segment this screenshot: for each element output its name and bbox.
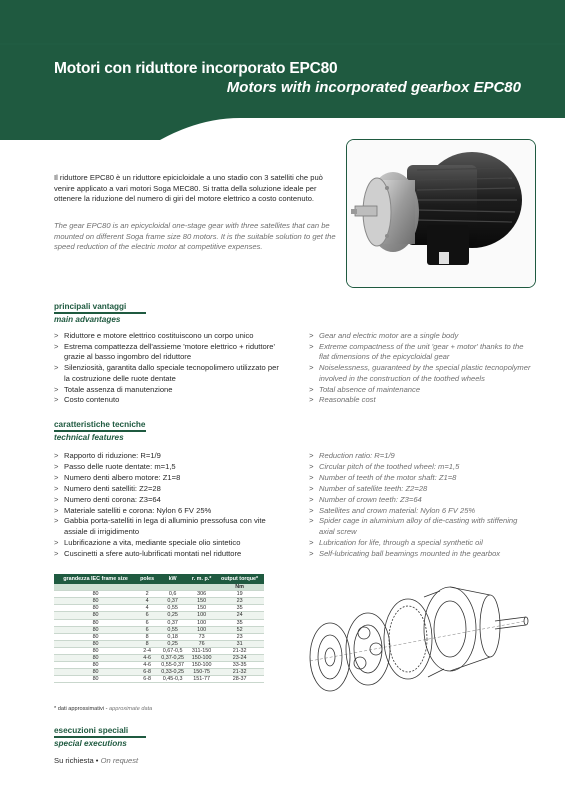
table-cell: 2 (137, 591, 157, 598)
table-cell: 4-6 (137, 655, 157, 662)
table-cell: 0,37-0,25 (157, 655, 188, 662)
table-cell: 151-77 (188, 676, 215, 683)
table-note-it: * dati approssimativi - (54, 706, 108, 712)
table-cell: 35 (215, 619, 264, 626)
table-cell: 150-75 (188, 669, 215, 676)
table-cell: 52 (215, 626, 264, 633)
table-cell: 33-35 (215, 662, 264, 669)
list-item: > Spider cage in aluminium alloy of die-casting with stiffening axial screw (309, 516, 535, 537)
table-cell: 80 (54, 605, 137, 612)
table-cell: 0,37 (157, 619, 188, 626)
table-cell: 23 (215, 598, 264, 605)
section-rule (54, 736, 146, 738)
table-cell: 2-4 (137, 647, 157, 654)
table-cell: 8 (137, 633, 157, 640)
motor-photo-icon (347, 140, 535, 287)
table-cell: 80 (54, 591, 137, 598)
list-item: > Circular pitch of the toothed wheel: m=1,5 (309, 462, 535, 472)
header-banner (0, 0, 565, 140)
table-cell: 80 (54, 633, 137, 640)
table-row (54, 598, 264, 605)
section-title-en: special executions (54, 739, 127, 748)
table-cell: 0,55-0,37 (157, 662, 188, 669)
table-cell: 311-150 (188, 647, 215, 654)
section-technical-features (54, 420, 146, 442)
table-cell: 80 (54, 669, 137, 676)
table-cell: 0,67-0,5 (157, 647, 188, 654)
table-row (54, 647, 264, 654)
section-title-it: principali vantaggi (54, 302, 127, 311)
list-item: > Gabbia porta-satelliti in lega di alluminio pressofusa con vite assiale di irrigidimento (54, 516, 284, 537)
list-item: > Noiselessness, guaranteed by the special plastic tecnopolymer involved in the construction of the toothed wheels (309, 363, 535, 384)
table-header: r. m. p.* (188, 574, 215, 584)
table-cell: 80 (54, 647, 137, 654)
page-title-en: Motors with incorporated gearbox EPC80 (226, 79, 521, 96)
list-item: > Satellites and crown material: Nylon 6 FV 25% (309, 506, 535, 516)
list-item: > Estrema compattezza dell'assieme 'motore elettrico + riduttore' grazie al basso ingombro del riduttore (54, 342, 284, 363)
table-cell: 4 (137, 598, 157, 605)
table-row (54, 640, 264, 647)
table-header: poles (137, 574, 157, 584)
list-item: > Number of crown teeth: Z3=64 (309, 495, 535, 505)
table-cell: 6-8 (137, 669, 157, 676)
table-row (54, 619, 264, 626)
table-cell: 4-6 (137, 662, 157, 669)
table-cell: 6 (137, 619, 157, 626)
table-cell: Nm (215, 584, 264, 591)
section-special-executions (54, 726, 146, 748)
table-cell: 28-37 (215, 676, 264, 683)
table-header: output torque* (215, 574, 264, 584)
list-item: > Materiale satelliti e corona: Nylon 6 FV 25% (54, 506, 284, 516)
table-cell: 80 (54, 662, 137, 669)
table-unit-row (54, 584, 264, 591)
table-header: grandezza IEC frame size (54, 574, 137, 584)
page-title-it: Motori con riduttore incorporato EPC80 (54, 60, 338, 77)
features-list-en (309, 451, 535, 560)
table-body (54, 584, 264, 683)
table-row (54, 591, 264, 598)
list-item: > Lubrificazione a vita, mediante speciale olio sintetico (54, 538, 284, 548)
list-item: > Extreme compactness of the unit 'gear + motor' thanks to the flat dimensions of the epicycloidal gear (309, 342, 535, 363)
table-cell: 150 (188, 605, 215, 612)
list-item: > Numero denti satelliti: Z2=28 (54, 484, 284, 494)
table-cell: 6 (137, 626, 157, 633)
list-item: > Rapporto di riduzione: R=1/9 (54, 451, 284, 461)
table-cell: 100 (188, 619, 215, 626)
table-cell: 0,55 (157, 605, 188, 612)
list-item: > Totale assenza di manutenzione (54, 385, 284, 395)
special-executions-text: Su richiesta • On request (54, 756, 139, 765)
section-title-en: technical features (54, 433, 124, 442)
list-item: > Reasonable cost (309, 395, 535, 405)
table-cell (54, 584, 137, 591)
table-row (54, 605, 264, 612)
advantages-list-it (54, 331, 284, 406)
table-cell: 24 (215, 612, 264, 619)
list-item: > Costo contenuto (54, 395, 284, 405)
table-cell: 21-32 (215, 669, 264, 676)
table-cell: 150-100 (188, 662, 215, 669)
list-item: > Total absence of maintenance (309, 385, 535, 395)
list-item: > Lubrication for life, through a special synthetic oil (309, 538, 535, 548)
table-row (54, 676, 264, 683)
table-cell: 0,37 (157, 598, 188, 605)
table-row (54, 626, 264, 633)
table-cell: 150-100 (188, 655, 215, 662)
table-cell: 80 (54, 619, 137, 626)
table-cell: 73 (188, 633, 215, 640)
table-cell: 8 (137, 640, 157, 647)
table-note (54, 706, 152, 712)
section-title-it: caratteristiche tecniche (54, 420, 146, 429)
list-item: > Reduction ratio: R=1/9 (309, 451, 535, 461)
table-note-en: approximate data (109, 706, 153, 712)
table-cell: 80 (54, 626, 137, 633)
advantages-list-en (309, 331, 535, 406)
intro-text-it: Il riduttore EPC80 è un riduttore epicicloidale a uno stadio con 3 satelliti che può venire applicato a vari motori Soga MEC80. Si tratta della soluzione ideale per ottenere la riduzione del numero di giri del motore elettrico a costo contenuto. (54, 173, 323, 204)
table-row (54, 662, 264, 669)
table-row (54, 633, 264, 640)
table-cell: 21-32 (215, 647, 264, 654)
list-item: > Numero denti corona: Z3=64 (54, 495, 284, 505)
table-row (54, 655, 264, 662)
list-item: > Self-lubricating ball beamings mounted in the gearbox (309, 549, 535, 559)
table-row (54, 612, 264, 619)
section-rule (54, 312, 146, 314)
table-cell: 100 (188, 612, 215, 619)
section-title-it: esecuzioni speciali (54, 726, 129, 735)
table-cell (157, 584, 188, 591)
list-item: > Number of teeth of the motor shaft: Z1=8 (309, 473, 535, 483)
table-cell: 0,25 (157, 612, 188, 619)
table-cell: 6 (137, 612, 157, 619)
exploded-gearbox-drawing-icon (300, 577, 530, 717)
list-item: > Cuscinetti a sfere auto-lubrificati montati nel riduttore (54, 549, 284, 559)
table-cell: 0,45-0,3 (157, 676, 188, 683)
table-cell (188, 584, 215, 591)
list-item: > Riduttore e motore elettrico costituiscono un corpo unico (54, 331, 284, 341)
list-item: > Passo delle ruote dentate: m=1,5 (54, 462, 284, 472)
table-cell: 0,6 (157, 591, 188, 598)
table-cell: 100 (188, 626, 215, 633)
section-title-en: main advantages (54, 315, 121, 324)
table-cell: 80 (54, 655, 137, 662)
table-cell: 0,55 (157, 626, 188, 633)
table-cell: 6-8 (137, 676, 157, 683)
special-text-en: On request (100, 756, 139, 765)
special-text-it: Su richiesta (54, 756, 94, 765)
table-cell: 31 (215, 640, 264, 647)
table-cell: 19 (215, 591, 264, 598)
table-cell: 0,33-0,25 (157, 669, 188, 676)
list-item: > Silenziosità, garantita dallo speciale tecnopolimero utilizzato per la costruzione delle ruote dentate (54, 363, 284, 384)
list-item: > Numero denti albero motore: Z1=8 (54, 473, 284, 483)
table-cell: 0,25 (157, 640, 188, 647)
table-cell: 23-24 (215, 655, 264, 662)
table-cell: 76 (188, 640, 215, 647)
table-header: kW (157, 574, 188, 584)
list-item: > Number of satellite teeth: Z2=28 (309, 484, 535, 494)
list-item: > Gear and electric motor are a single body (309, 331, 535, 341)
table-cell: 80 (54, 612, 137, 619)
table-cell: 150 (188, 598, 215, 605)
motor-photo (346, 139, 536, 288)
section-main-advantages (54, 302, 146, 324)
table-cell: 80 (54, 676, 137, 683)
table-header-row (54, 574, 264, 584)
table-cell: 80 (54, 640, 137, 647)
spec-table (54, 574, 264, 683)
table-cell: 23 (215, 633, 264, 640)
exploded-gearbox-drawing (300, 577, 530, 717)
features-list-it (54, 451, 284, 560)
table-cell: 80 (54, 598, 137, 605)
table-cell: 0,18 (157, 633, 188, 640)
intro-text-en: The gear EPC80 is an epicycloidal one-stage gear with three satellites that can be mounted on different Soga frame size 80 motors. It is the suitable solution to get the speed reduction of the electric motor at competitive expenses. (54, 221, 336, 252)
section-rule (54, 430, 146, 432)
table-cell: 306 (188, 591, 215, 598)
table-cell: 4 (137, 605, 157, 612)
table-cell: 35 (215, 605, 264, 612)
table-cell (137, 584, 157, 591)
table-row (54, 669, 264, 676)
